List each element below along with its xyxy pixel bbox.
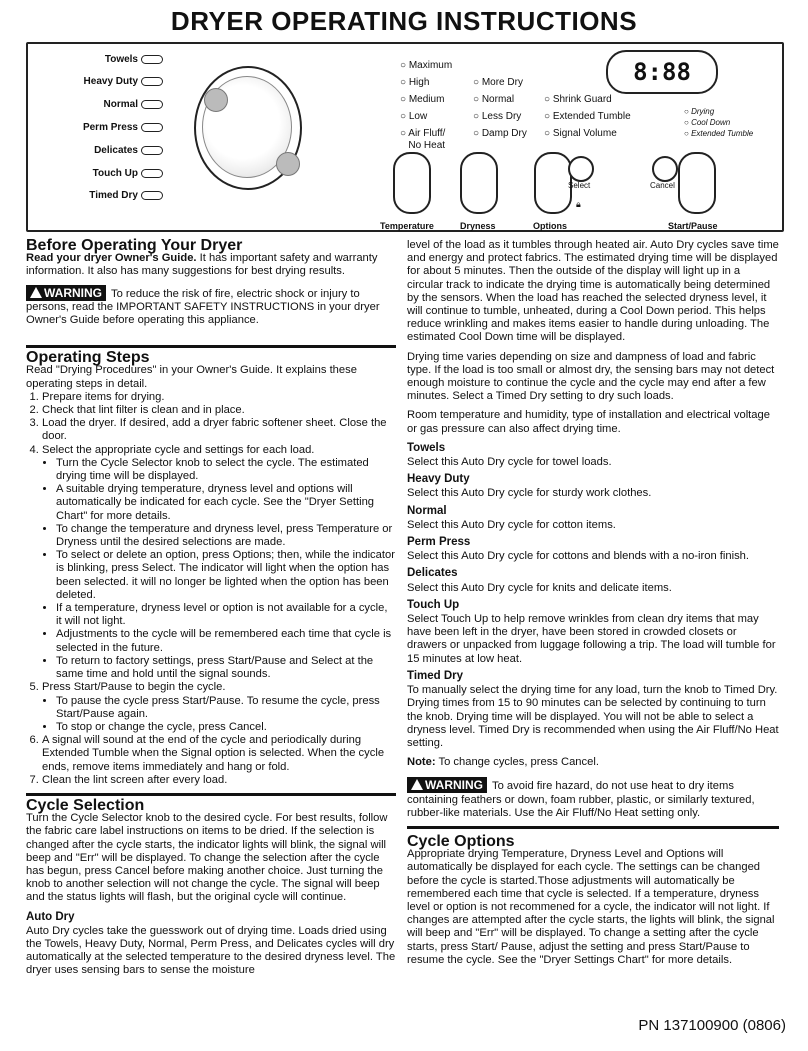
cycle-label-touch-up: Touch Up — [92, 168, 138, 179]
options-button[interactable] — [534, 152, 572, 214]
list-item: • To stop or change the cycle, press Cancel. — [56, 721, 396, 734]
start-pause-label: Start/Pause — [668, 221, 718, 231]
cycle-selection-section — [26, 793, 396, 978]
knob-grip — [276, 152, 300, 176]
option-item: ○ Shrink Guard — [544, 94, 612, 105]
subheading: Auto Dry — [26, 910, 75, 923]
list-item: 4. Select the appropriate cycle and settings for each load. • Turn the Cycle Selector knob to select the cycle. The estimated drying time will be displayed. • A suitable drying temperature, dryness level and options will automatically be indicated for each cycle. See the "Dryer Setting Chart" for more details. • To change the temperature and dryness level, press Temperature or Dryness until the desired selections are made. • To select or delete an option, press Options; then, while the indicator is blinking, press Select. The indicator will light when the option has been selected. it will no longer be lighted when the option has been deleted. • If a temperature, dryness level or option is not available for a cycle, it will not light. • Adjustments to the cycle will be remembered each time that cycle is selected in the future. • To return to factory settings, press Start/Pause and Select at the same time and hold until the signal sounds. — [42, 444, 396, 682]
note: Note: To change cycles, press Cancel. — [407, 756, 599, 769]
subheading: Heavy Duty — [407, 473, 470, 486]
temp-option: ○ Low — [400, 111, 428, 122]
list-item: 6. A signal will sound at the end of the cycle and periodically during Extended Tumble when the Signal option is selected. When the cycle ends, remove items immediately and hang or fold. — [42, 734, 396, 774]
warning-icon — [411, 779, 423, 790]
temp-option: ○ Medium — [400, 94, 445, 105]
paragraph: Read your dryer Owner's Guide. It has important safety and warranty information. It also has many suggestions for best drying results. — [26, 252, 378, 278]
warning-paragraph: WARNING To avoid fire hazard, do not use heat to dry items containing feathers or down, foam rubber, plastic, or similarly textured, rubber-like materials. Use the Air Fluff/No Heat setting only. — [407, 777, 779, 829]
lock-icon: 🔒︎ — [576, 199, 581, 209]
subheading: Perm Press — [407, 536, 471, 549]
temperature-button[interactable] — [393, 152, 431, 214]
operating-steps-section — [26, 345, 396, 787]
list-item: 1. Prepare items for drying. — [42, 391, 396, 404]
cycle-label-normal: Normal — [103, 99, 138, 110]
temp-option: ○ Air Fluff/ No Heat — [400, 128, 446, 151]
time-display: 8:88 — [606, 50, 718, 94]
cycle-label-heavy-duty: Heavy Duty — [83, 76, 138, 87]
temp-option: ○ Maximum — [400, 60, 453, 71]
left-column — [26, 239, 396, 978]
start-pause-button[interactable] — [678, 152, 716, 214]
cancel-label: Cancel — [650, 181, 675, 190]
temperature-label: Temperature — [380, 221, 434, 231]
paragraph: Read "Drying Procedures" in your Owner's Guide. It explains these operating steps in detail. — [26, 364, 357, 390]
list-item: • To pause the cycle press Start/Pause. To resume the cycle, press Start/Pause again. — [56, 695, 396, 721]
paragraph: Select this Auto Dry cycle for towel loads. — [407, 456, 612, 469]
option-item: ○ Signal Volume — [544, 128, 617, 139]
cancel-button[interactable] — [652, 156, 678, 182]
right-column — [407, 239, 779, 967]
dryness-label: Dryness — [460, 221, 496, 231]
paragraph: Appropriate drying Temperature, Dryness Level and Options will automatically be displayed for each cycle. The settings can be changed before the cycle is started.Those adjustments will automatically be remembered each time that cycle is selected. If a temperature, dryness level or option is not recommened for a cycle, the indicator will not light. If changes are attempted after the cycle starts, the lights will blink, the signal will beep and "Err" will be displayed. To change a setting after the cycle starts, press Start/ Pause, adjust the setting and press Start/Pause to resume the cycle. See the "Dryer Settings Chart" for more details. — [407, 848, 775, 966]
paragraph: Select this Auto Dry cycle for knits and delicate items. — [407, 581, 672, 594]
paragraph: Auto Dry cycles take the guesswork out of drying time. Loads dried using the Towels, Heavy Duty, Normal, Perm Press, and Delicates cycles will dry automatically at the selected temperature to the desired dryness level. The dryer uses sensing bars to sense the moisture — [26, 924, 396, 977]
list-item: • To return to factory settings, press Start/Pause and Select at the same time and hold until the signal sounds. — [56, 655, 396, 681]
dryness-option: ○ Normal — [473, 94, 515, 105]
warning-badge: WARNING — [407, 777, 487, 793]
knob-grip — [204, 88, 228, 112]
list-item: • Turn the Cycle Selector knob to select the cycle. The estimated drying time will be displayed. — [56, 457, 396, 483]
paragraph: Turn the Cycle Selector knob to the desired cycle. For best results, follow the fabric care label instructions on items to be dried. If the selection is changed after the cycle starts, the indicator lights will blink, the signal will beep and "Err" will be displayed. To change the selection after the cycle has begun, press Cancel before making another choice. Just turning the knob to another selection will not change the cycle. The signal will beep and the status lights will flash, but the original cycle will continue. — [26, 812, 388, 904]
status-light: ○ Extended Tumble — [684, 129, 754, 138]
option-item: ○ Extended Tumble — [544, 111, 631, 122]
warning-icon — [30, 287, 42, 298]
cycle-indicator — [141, 100, 163, 109]
dryness-button[interactable] — [460, 152, 498, 214]
subheading: Towels — [407, 441, 446, 454]
status-light: ○ Drying — [684, 107, 715, 116]
cycle-selector-knob[interactable] — [194, 66, 302, 190]
list-item: 2. Check that lint filter is clean and in place. — [42, 404, 396, 417]
subheading: Normal — [407, 504, 447, 517]
cycle-label-towels: Towels — [104, 54, 138, 65]
list-item: • A suitable drying temperature, dryness level and options will automatically be indicated for each cycle. See the "Dryer Setting Chart" for more details. — [56, 483, 396, 523]
list-item: • If a temperature, dryness level or option is not available for a cycle, it will not light. — [56, 602, 396, 628]
steps-list — [26, 391, 396, 787]
list-item: 7. Clean the lint screen after every load. — [42, 774, 396, 787]
part-number: PN 137100900 (0806) — [638, 1017, 786, 1034]
list-item: • Adjustments to the cycle will be remembered each time that cycle is selected in the future. — [56, 628, 396, 654]
cycle-indicator — [141, 55, 163, 64]
select-label: Select — [568, 181, 591, 190]
list-item: • To change the temperature and dryness level, press Temperature or Dryness until the desired selections are made. — [56, 523, 396, 549]
section-heading: Cycle Options — [407, 832, 515, 850]
temp-option: ○ High — [400, 77, 430, 88]
cycle-indicator — [141, 77, 163, 86]
list-item: 5. Press Start/Pause to begin the cycle. • To pause the cycle press Start/Pause. To resume the cycle, press Start/Pause again. • To stop or change the cycle, press Cancel. — [42, 681, 396, 734]
dryness-option: ○ More Dry — [473, 77, 523, 88]
list-item: • To select or delete an option, press Options; then, while the indicator is blinking, press Select. The indicator will light when the option has been selected. it will no longer be lighted when the option has been deleted. — [56, 549, 396, 602]
cycle-indicator — [141, 146, 163, 155]
subheading: Touch Up — [407, 598, 460, 611]
section-heading: Before Operating Your Dryer — [26, 237, 243, 254]
paragraph: Select this Auto Dry cycle for sturdy work clothes. — [407, 487, 652, 500]
subheading: Timed Dry — [407, 669, 464, 682]
dryness-option: ○ Less Dry — [473, 111, 522, 122]
cycle-indicator — [141, 123, 163, 132]
cycle-label-timed-dry: Timed Dry — [89, 190, 138, 201]
paragraph: level of the load as it tumbles through heated air. Auto Dry cycles save time and energy and protect fabrics. The estimated drying time will be displayed for about 5 minutes. Then the outside of the display will light up in a circular track to indicate the drying time is automatically being determined by the sensors. When the load has reached the selected dryness level, it will continue to tumble, unheated, during a Cool Down period. This helps reduce wrinkling and makes items easier to handle during unloading. The estimated Cool Down time will be displayed. — [407, 239, 779, 344]
cycle-label-delicates: Delicates — [94, 145, 138, 156]
control-panel-diagram — [26, 42, 784, 232]
warning-paragraph: WARNING To reduce the risk of fire, electric shock or injury to persons, read the IMPORTANT SAFETY INSTRUCTIONS in your dryer Owner's Guide before operating this appliance. — [26, 285, 380, 327]
select-button[interactable] — [568, 156, 594, 182]
status-light: ○ Cool Down — [684, 118, 731, 127]
cycle-indicator — [141, 169, 163, 178]
paragraph: Drying time varies depending on size and dampness of load and fabric type. If the load is too small or almost dry, the sensing bars may not detect enough moisture to continue the cycle and the cycle may end after a few minutes. Select a Timed Dry setting to dry such loads. — [407, 350, 775, 403]
list-item: 3. Load the dryer. If desired, add a dryer fabric softener sheet. Close the door. — [42, 417, 396, 443]
paragraph: Select this Auto Dry cycle for cottons and blends with a no-iron finish. — [407, 550, 750, 563]
cycle-label-perm-press: Perm Press — [82, 122, 138, 133]
options-label: Options — [533, 221, 567, 231]
cycle-indicator — [141, 191, 163, 200]
paragraph: Select Touch Up to help remove wrinkles from clean dry items that may have been left in the dryer, have been stored in crowded closets or drawers or unpacked from luggage following a trip. The load will tumble for 15 minutes at low heat. — [407, 613, 776, 665]
paragraph: Room temperature and humidity, type of installation and electrical voltage or gas pressure can also affect drying time. — [407, 409, 770, 435]
warning-badge: WARNING — [26, 285, 106, 301]
dryness-option: ○ Damp Dry — [473, 128, 527, 139]
paragraph: To manually select the drying time for any load, turn the knob to Timed Dry. Drying times from 15 to 90 minutes can be selected by continuing to turn the knob. Drying time will be displayed. You will not be able to select a dryness level. Timed Dry is recommended when using the Air Fluff/No Heat setting. — [407, 684, 779, 749]
paragraph: Select this Auto Dry cycle for cotton items. — [407, 518, 616, 531]
section-heading: Operating Steps — [26, 349, 150, 367]
subheading: Delicates — [407, 567, 458, 580]
section-heading: Cycle Selection — [26, 796, 145, 814]
page-title: DRYER OPERATING INSTRUCTIONS — [170, 6, 638, 36]
